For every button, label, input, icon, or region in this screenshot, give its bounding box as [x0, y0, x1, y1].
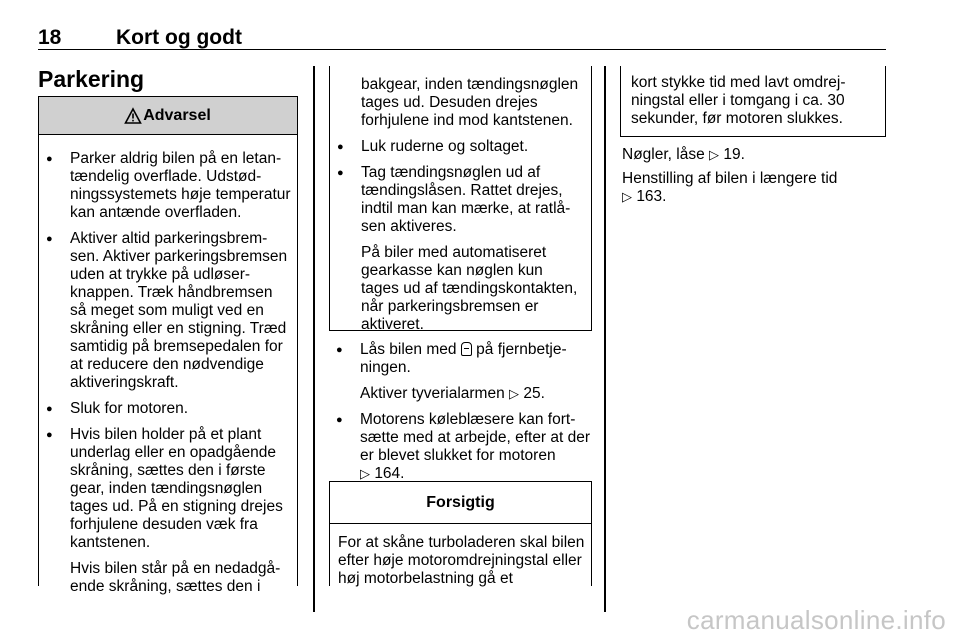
reference-keys: Nøgler, låse ▷ 19.	[622, 146, 745, 163]
section-title: Parkering	[38, 66, 145, 92]
page-reference[interactable]: 163.	[636, 188, 667, 205]
parking-steps-list	[332, 341, 600, 491]
caution-text: For at skåne turboladeren skal bilen efter høje motoromdrejningstal eller høj motorbelastning gå et	[338, 534, 585, 587]
caution-box	[329, 481, 592, 586]
list-item-subtext: På biler med automatiseret gearkasse kan nøglen kun tages ud af tændingskontakten, når parkeringsbremsen er aktiveret.	[361, 244, 578, 333]
warning-box	[38, 96, 298, 595]
reference-arrow-icon: ▷	[622, 189, 632, 204]
list-item	[333, 164, 585, 334]
column-divider-1	[313, 66, 315, 612]
warning-list	[42, 150, 291, 596]
list-item	[42, 426, 291, 596]
list-item: ● Lås bilen med på fjernbetjeningen. Aktiver tyverialarmen ▷ 25.	[332, 341, 600, 403]
warning-list-continued	[333, 138, 585, 334]
caution-box-continued	[620, 66, 886, 137]
footer-watermark[interactable]: carmanualsonline.info	[686, 605, 946, 635]
list-item-subtext: Hvis bilen står på en nedadgående skråning, sættes den i	[70, 560, 281, 595]
reference-arrow-icon: ▷	[709, 147, 720, 162]
warning-box-continued	[329, 66, 592, 331]
warning-box-header	[39, 97, 297, 135]
list-item: ● Parker aldrig bilen på en letantændelig overflade. Udstødningssystemets høje temperatur kan antænde overfladen.	[42, 150, 291, 222]
continuation-text: bakgear, inden tændingsnøglen tages ud. Desuden drejes forhjulene ind mod kantstenen.	[361, 76, 579, 129]
list-item: ● Luk ruderne og soltaget.	[333, 138, 585, 156]
page-reference[interactable]: 19.	[723, 146, 745, 163]
warning-triangle-icon	[125, 108, 141, 124]
lock-icon	[461, 342, 472, 356]
list-item: ● Motorens køleblæsere kan fortsætte med at arbejde, efter at der er blevet slukket for motoren ▷ 164.	[332, 411, 600, 483]
caution-box-header	[330, 482, 591, 524]
list-item: ● Sluk for motoren.	[42, 400, 291, 418]
caution-continuation-text: kort stykke tid med lavt omdrejningstal eller i tomgang i ca. 30 sekunder, før motoren slukkes.	[631, 74, 846, 127]
page-reference[interactable]: 164.	[374, 465, 405, 482]
reference-arrow-icon: ▷	[360, 466, 370, 481]
reference-storage: Henstilling af bilen i længere tid ▷ 163.	[622, 170, 838, 205]
column-divider-2	[604, 66, 606, 612]
list-item: ● Aktiver altid parkeringsbremsen. Aktiver parkeringsbremsen uden at trykke på udløserknappen. Træk håndbremsen så meget som muligt ved en skråning eller en stigning. Træd samtidig på bremsepedalen for at reducere den nødvendige aktiveringskraft.	[42, 230, 291, 392]
page-reference[interactable]: 25.	[523, 385, 545, 402]
cross-references	[622, 146, 884, 212]
caution-box-title: Forsigtig	[426, 493, 495, 511]
warning-box-title: Advarsel	[143, 106, 211, 124]
page-number: 18	[38, 26, 62, 49]
page-header	[38, 26, 886, 50]
list-item-text: Tag tændingsnøglen ud af tændingslåsen. Rattet drejes, indtil man kan mærke, at ratlåsen aktiveres.	[361, 164, 571, 235]
list-item-subtext: Aktiver tyverialarmen ▷ 25.	[360, 385, 545, 402]
chapter-title: Kort og godt	[116, 26, 242, 49]
list-item-text: Hvis bilen holder på et plant underlag eller en opadgående skråning, sættes den i første gear, inden tændingsnøglen tages ud. På en stigning drejes forhjulene desuden væk fra kantstenen.	[70, 426, 283, 551]
reference-arrow-icon: ▷	[509, 386, 520, 401]
